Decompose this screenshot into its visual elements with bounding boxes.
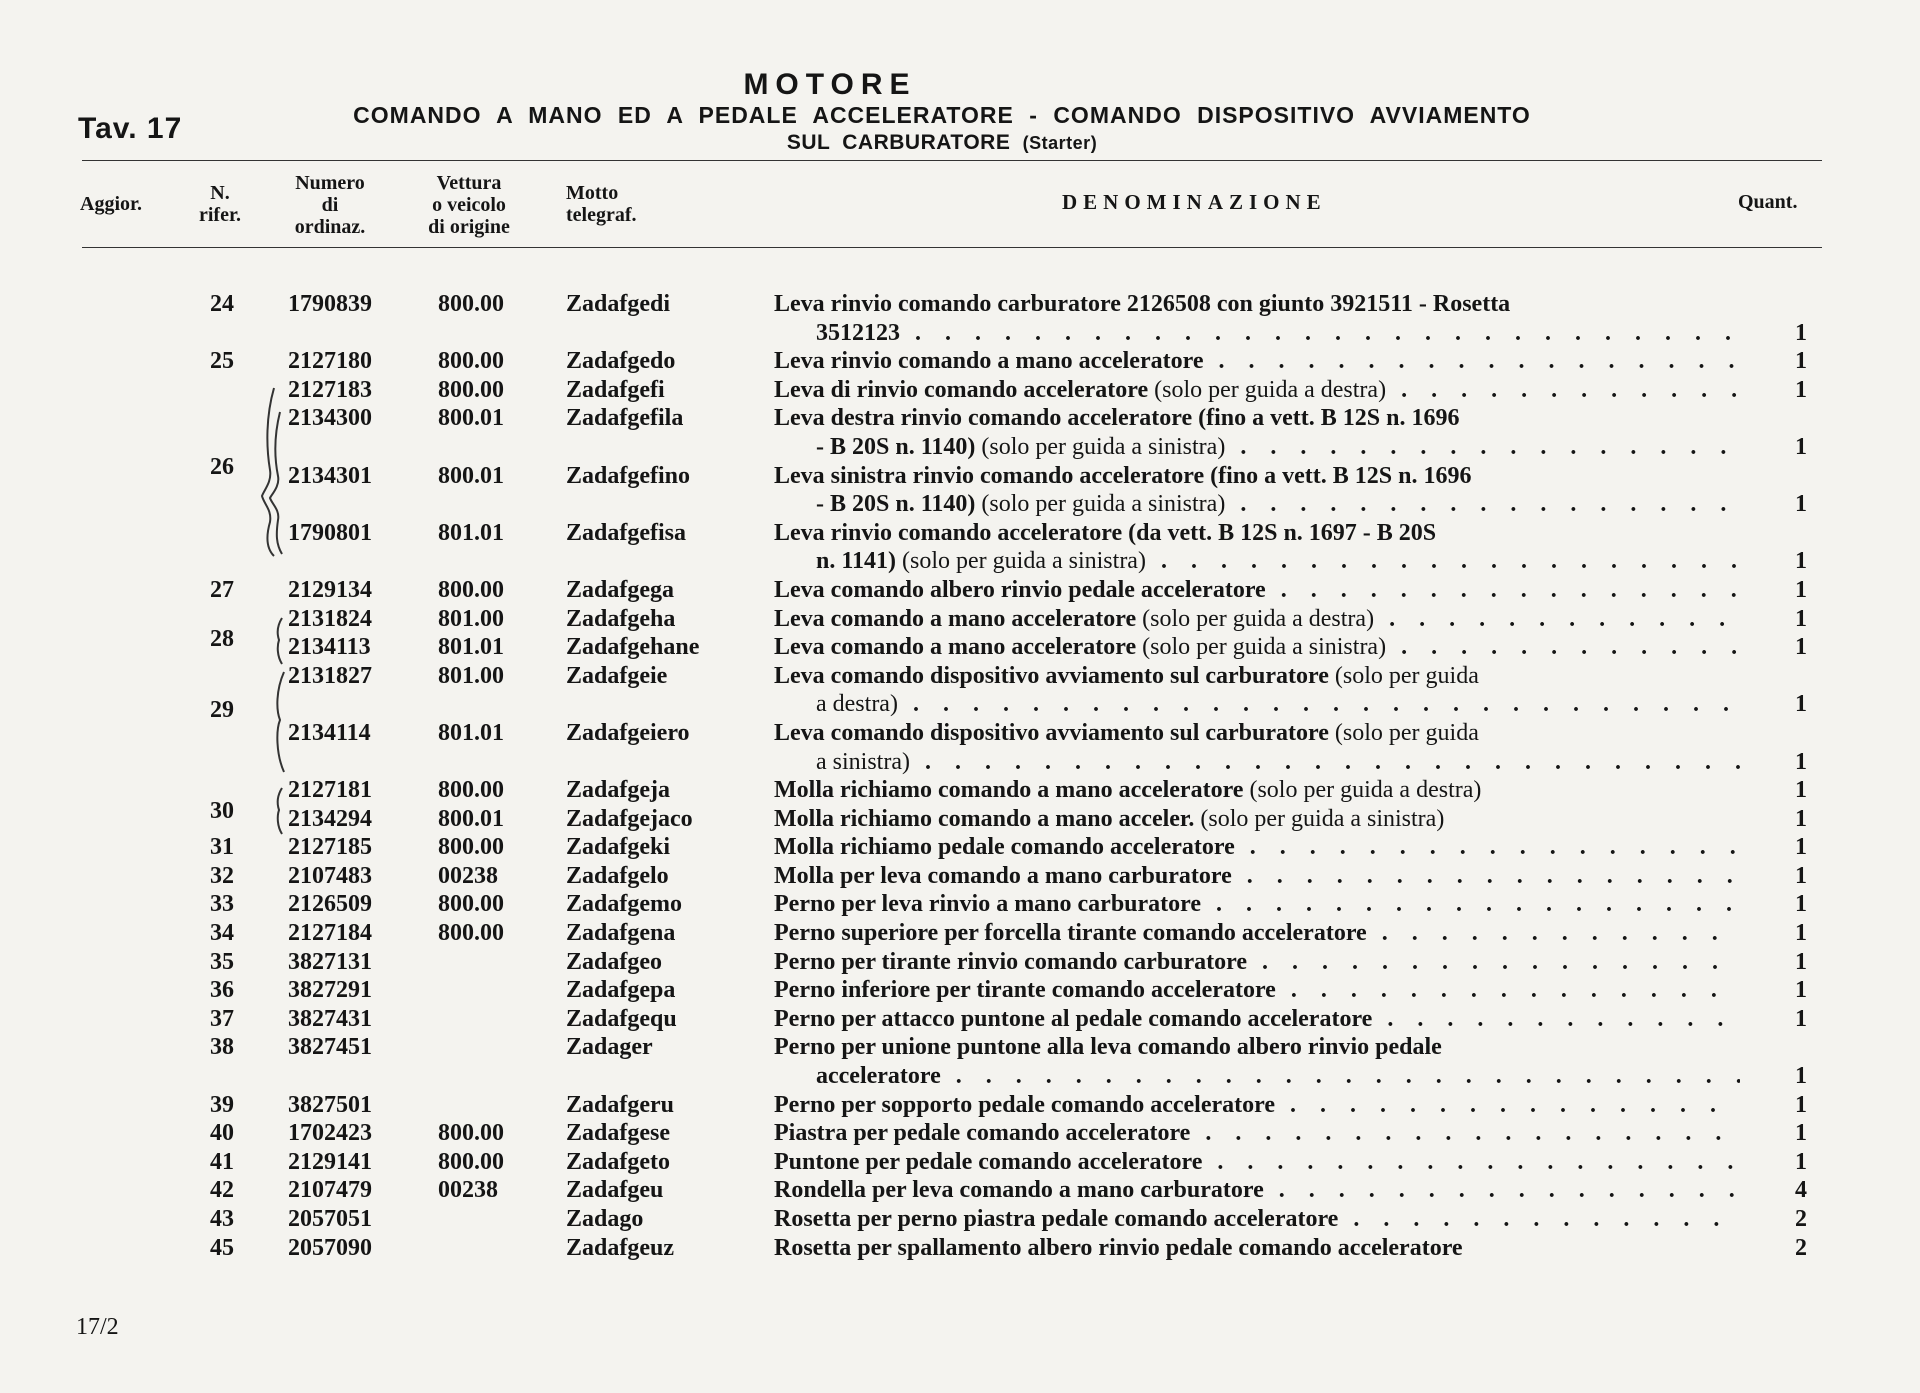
description-text: Rosetta per perno piastra pedale comando acceleratore <box>774 1206 1339 1232</box>
description-text: Molla richiamo pedale comando acceleratore <box>774 834 1235 861</box>
table-row <box>0 1148 1920 1177</box>
quantity: 1 <box>1795 748 1807 775</box>
vehicle-origin: 800.00 <box>438 1148 504 1175</box>
description <box>774 1234 1740 1263</box>
ref-number: 31 <box>210 834 234 861</box>
telegraph-code: Zadafgelo <box>566 862 669 889</box>
description-text: n. 1141) <box>816 548 897 575</box>
description-note: (solo per guida a sinistra) <box>1142 634 1387 661</box>
col-header-numero <box>270 172 390 238</box>
table-row <box>0 805 1920 834</box>
description-line <box>774 433 1740 462</box>
description-text: Perno per tirante rinvio comando carburatore <box>774 948 1248 975</box>
vehicle-origin: 801.00 <box>438 605 504 632</box>
description <box>774 976 1740 1005</box>
description <box>774 919 1740 948</box>
telegraph-code: Zadafgefi <box>566 376 665 403</box>
ref-number: 43 <box>210 1206 234 1232</box>
telegraph-code: Zadafgeuz <box>566 1234 674 1261</box>
telegraph-code: Zadafgeru <box>566 1091 674 1118</box>
description-line: Leva rinvio comando carburatore 2126508 con giunto 3921511 - Rosetta <box>774 291 1511 317</box>
description-line <box>774 1234 1740 1263</box>
order-number: 3827431 <box>288 1005 372 1032</box>
telegraph-code: Zadafgejaco <box>566 805 693 832</box>
vehicle-origin: 800.00 <box>438 920 504 947</box>
description-line <box>774 547 1740 576</box>
table-row <box>0 519 1920 576</box>
description-line <box>774 576 1740 605</box>
ref-number: 33 <box>210 891 234 918</box>
table-number: Tav. 17 <box>78 112 183 145</box>
order-number: 2107479 <box>288 1177 372 1204</box>
col-header-denominazione: DENOMINAZIONE <box>1062 190 1327 214</box>
description-line: Perno per unione puntone alla leva comando albero rinvio pedale <box>774 1034 1442 1061</box>
description-text: - B 20S n. 1140) <box>816 433 976 460</box>
telegraph-code: Zadafgefino <box>566 462 691 489</box>
quantity: 2 <box>1795 1206 1807 1232</box>
telegraph-code: Zadafgena <box>566 920 676 947</box>
table-row <box>0 776 1920 805</box>
description <box>774 519 1740 576</box>
description-line <box>774 890 1740 919</box>
vehicle-origin: 801.01 <box>438 519 504 546</box>
ref-number: 25 <box>210 348 234 375</box>
description-line <box>774 319 1740 348</box>
order-number: 2129134 <box>288 576 372 603</box>
col-header-vettura <box>404 172 534 238</box>
description-line <box>774 490 1740 519</box>
description <box>774 890 1740 919</box>
description-line <box>774 948 1740 977</box>
description <box>774 1119 1740 1148</box>
order-number: 3827291 <box>288 977 372 1004</box>
vehicle-origin: 800.01 <box>438 405 504 432</box>
description-text: Piastra per pedale comando acceleratore <box>774 1120 1191 1147</box>
description-line <box>774 690 1740 719</box>
quantity: 1 <box>1795 948 1807 975</box>
table-row <box>0 862 1920 891</box>
table-row <box>0 376 1920 405</box>
description <box>774 462 1740 519</box>
telegraph-code: Zadafgemo <box>566 891 682 918</box>
description-text: Molla richiamo comando a mano acceleratore <box>774 777 1244 804</box>
table-row <box>0 576 1920 605</box>
vehicle-origin: 801.00 <box>438 662 504 689</box>
col-header-quant: Quant. <box>1738 191 1798 213</box>
table-row <box>0 948 1920 977</box>
description-line <box>774 1005 1740 1034</box>
vehicle-origin: 800.00 <box>438 777 504 804</box>
description <box>774 1091 1740 1120</box>
quantity: 1 <box>1795 548 1807 575</box>
order-number: 2127184 <box>288 920 372 947</box>
quantity: 1 <box>1795 1148 1807 1175</box>
vehicle-origin: 801.01 <box>438 634 504 661</box>
order-number: 2107483 <box>288 862 372 889</box>
quantity: 1 <box>1795 1120 1807 1147</box>
description-line <box>774 1119 1740 1148</box>
col-header-nrif-line1: N. <box>210 182 230 204</box>
description-line <box>774 833 1740 862</box>
table-row <box>0 347 1920 376</box>
ref-number: 27 <box>210 576 234 603</box>
description <box>774 605 1740 634</box>
description-line <box>774 1176 1740 1205</box>
quantity: 1 <box>1795 834 1807 861</box>
quantity: 1 <box>1795 691 1807 718</box>
order-number: 2134301 <box>288 462 372 489</box>
ref-number: 32 <box>210 862 234 889</box>
description <box>774 1033 1740 1090</box>
description-line <box>774 719 1740 748</box>
order-number: 1790839 <box>288 291 372 317</box>
table-row <box>0 890 1920 919</box>
telegraph-code: Zadafgega <box>566 576 674 603</box>
telegraph-code: Zadafgeki <box>566 834 671 861</box>
col-header-numero-line3: ordinaz. <box>294 216 366 238</box>
vehicle-origin: 801.01 <box>438 719 504 746</box>
description <box>774 719 1740 776</box>
description-line <box>774 1148 1740 1177</box>
order-number: 2057090 <box>288 1234 372 1261</box>
table-row <box>0 462 1920 519</box>
description-line <box>774 376 1740 405</box>
parts-table <box>0 290 1920 1262</box>
order-number: 1702423 <box>288 1120 372 1147</box>
description-note: (solo per guida a destra) <box>1154 376 1387 403</box>
col-header-vettura-line1: Vettura <box>436 172 502 194</box>
table-row <box>0 833 1920 862</box>
ref-number: 35 <box>210 948 234 975</box>
quantity: 1 <box>1795 1091 1807 1118</box>
description <box>774 633 1740 662</box>
ref-number: 34 <box>210 920 234 947</box>
description-line <box>774 633 1740 662</box>
order-number: 1790801 <box>288 519 372 546</box>
description-text: Leva rinvio comando a mano acceleratore <box>774 348 1204 375</box>
col-header-motto <box>566 182 637 226</box>
order-number: 2127180 <box>288 348 372 375</box>
vehicle-origin: 800.00 <box>438 891 504 918</box>
telegraph-code: Zadafgefisa <box>566 519 686 546</box>
description <box>774 662 1740 719</box>
col-header-vettura-line3: di origine <box>428 216 510 238</box>
description <box>774 1148 1740 1177</box>
ref-number: 40 <box>210 1120 234 1147</box>
ref-number: 36 <box>210 977 234 1004</box>
description-text: a destra) <box>816 691 898 718</box>
vehicle-origin: 00238 <box>438 1177 498 1204</box>
description-note: (solo per guida a sinistra) <box>902 548 1146 575</box>
quantity: 1 <box>1795 576 1807 603</box>
vehicle-origin: 800.00 <box>438 576 504 603</box>
order-number: 2134113 <box>288 634 371 661</box>
order-number: 3827131 <box>288 948 372 975</box>
order-number: 2131824 <box>288 605 372 632</box>
quantity: 1 <box>1795 977 1807 1004</box>
table-row <box>0 633 1920 662</box>
quantity: 1 <box>1795 433 1807 460</box>
quantity: 1 <box>1795 891 1807 918</box>
quantity: 1 <box>1795 634 1807 661</box>
description-text: Rondella per leva comando a mano carburatore <box>774 1177 1264 1204</box>
description-text: Leva di rinvio comando acceleratore <box>774 376 1149 403</box>
description-line: Leva destra rinvio comando acceleratore (fino a vett. B 12S n. 1696 <box>774 405 1460 432</box>
description-text: Leva comando albero rinvio pedale acceleratore <box>774 576 1266 603</box>
table-row <box>0 1033 1920 1090</box>
description-line: Leva sinistra rinvio comando acceleratore (fino a vett. B 12S n. 1696 <box>774 462 1472 489</box>
quantity: 2 <box>1795 1234 1807 1261</box>
ref-number: 24 <box>210 291 234 317</box>
vehicle-origin: 800.00 <box>438 291 504 317</box>
group-ref-29: 29 <box>210 697 234 723</box>
table-row <box>0 662 1920 719</box>
order-number: 2131827 <box>288 662 372 689</box>
order-number: 3827501 <box>288 1091 372 1118</box>
description-line <box>774 1091 1740 1120</box>
description-text: Perno superiore per forcella tirante comando acceleratore <box>774 920 1367 947</box>
quantity: 1 <box>1795 862 1807 889</box>
quantity: 1 <box>1795 348 1807 375</box>
telegraph-code: Zadafgeo <box>566 948 662 975</box>
col-header-numero-line2: di <box>321 194 339 216</box>
vehicle-origin: 800.00 <box>438 348 504 375</box>
col-header-nrif <box>185 182 255 226</box>
table-row <box>0 290 1920 347</box>
telegraph-code: Zadager <box>566 1034 653 1061</box>
description-note: (solo per guida a destra) <box>1142 605 1375 632</box>
description-text: Perno per leva rinvio a mano carburatore <box>774 891 1202 918</box>
telegraph-code: Zadafgeie <box>566 662 668 689</box>
description-text: - B 20S n. 1140) <box>816 491 976 518</box>
col-header-nrif-line2: rifer. <box>198 204 241 226</box>
description <box>774 376 1740 405</box>
table-row <box>0 719 1920 776</box>
telegraph-code: Zadafgequ <box>566 1005 677 1032</box>
page-subtitle-line1: COMANDO A MANO ED A PEDALE ACCELERATORE - COMANDO DISPOSITIVO AVVIAMENTO <box>353 102 1531 128</box>
description-line <box>774 805 1740 834</box>
description-line: Leva rinvio comando acceleratore (da vett. B 12S n. 1697 - B 20S <box>774 519 1437 546</box>
subtitle-text: SUL CARBURATORE <box>786 131 1011 154</box>
description-note: (solo per guida a sinistra) <box>981 433 1226 460</box>
description-text: Leva comando a mano acceleratore <box>774 605 1137 632</box>
telegraph-code: Zadafgeto <box>566 1148 670 1175</box>
description <box>774 347 1740 376</box>
description <box>774 862 1740 891</box>
quantity: 1 <box>1795 376 1807 403</box>
quantity: 1 <box>1795 319 1807 346</box>
ref-number: 39 <box>210 1091 234 1118</box>
telegraph-code: Zadafgeja <box>566 777 670 804</box>
telegraph-code: Zadafgeu <box>566 1177 664 1204</box>
order-number: 2129141 <box>288 1148 372 1175</box>
description-line <box>774 976 1740 1005</box>
telegraph-code: Zadago <box>566 1206 644 1232</box>
quantity: 1 <box>1795 605 1807 632</box>
description <box>774 404 1740 461</box>
ref-number: 37 <box>210 1005 234 1032</box>
order-number: 2134300 <box>288 405 372 432</box>
description <box>774 1205 1740 1234</box>
quantity: 1 <box>1795 1063 1807 1090</box>
telegraph-code: Zadafgese <box>566 1120 670 1147</box>
telegraph-code: Zadafgefila <box>566 405 684 432</box>
description <box>774 833 1740 862</box>
description <box>774 776 1740 805</box>
description <box>774 805 1740 834</box>
order-number: 2127185 <box>288 834 372 861</box>
table-row <box>0 1176 1920 1205</box>
ref-number: 38 <box>210 1034 234 1061</box>
description-note: (solo per guida a destra) <box>1249 777 1482 804</box>
page-subtitle-line2 <box>0 131 1884 155</box>
description-line <box>774 776 1740 805</box>
page-number: 17/2 <box>76 1314 119 1340</box>
description-text: 3512123 <box>816 319 900 346</box>
description <box>774 1005 1740 1034</box>
quantity: 1 <box>1795 491 1807 518</box>
col-header-motto-line1: Motto <box>566 182 619 204</box>
group-ref-26: 26 <box>210 454 234 480</box>
vehicle-origin: 800.01 <box>438 805 504 832</box>
col-header-numero-line1: Numero <box>295 172 365 194</box>
description-text: Molla richiamo comando a mano acceler. <box>774 805 1195 832</box>
subtitle-note: (Starter) <box>1022 133 1098 153</box>
telegraph-code: Zadafgeiero <box>566 719 690 746</box>
description-note: (solo per guida <box>1334 662 1479 689</box>
description-text: Perno inferiore per tirante comando acceleratore <box>774 977 1276 1004</box>
vehicle-origin: 800.00 <box>438 1120 504 1147</box>
group-ref-28: 28 <box>210 626 234 652</box>
table-row <box>0 976 1920 1005</box>
description-line <box>774 919 1740 948</box>
vehicle-origin: 800.00 <box>438 834 504 861</box>
description-line <box>774 347 1740 376</box>
order-number: 2127183 <box>288 376 372 403</box>
table-row <box>0 1119 1920 1148</box>
table-row <box>0 605 1920 634</box>
vehicle-origin: 00238 <box>438 862 498 889</box>
table-row <box>0 1205 1920 1234</box>
table-row <box>0 1005 1920 1034</box>
quantity: 1 <box>1795 920 1807 947</box>
col-header-vettura-line2: o veicolo <box>432 194 506 216</box>
order-number: 3827451 <box>288 1034 372 1061</box>
quantity: 1 <box>1795 1005 1807 1032</box>
description-line <box>774 748 1740 777</box>
telegraph-code: Zadafgedo <box>566 348 676 375</box>
quantity: 1 <box>1795 805 1807 832</box>
description-text: Puntone per pedale comando acceleratore <box>774 1148 1203 1175</box>
description-text: a sinistra) <box>816 748 910 775</box>
description-line <box>774 1062 1740 1091</box>
group-ref-30: 30 <box>210 798 234 824</box>
telegraph-code: Zadafgepa <box>566 977 676 1004</box>
description-line <box>774 862 1740 891</box>
description-line <box>774 1205 1740 1234</box>
vehicle-origin: 800.00 <box>438 376 504 403</box>
description-note: (solo per guida a sinistra) <box>1200 805 1445 832</box>
description-line <box>774 605 1740 634</box>
quantity: 4 <box>1795 1177 1807 1204</box>
description-text: Molla per leva comando a mano carburatore <box>774 862 1232 889</box>
description <box>774 576 1740 605</box>
description <box>774 1176 1740 1205</box>
order-number: 2127181 <box>288 777 372 804</box>
description <box>774 948 1740 977</box>
description-text: Perno per sopporto pedale comando acceleratore <box>774 1091 1276 1118</box>
telegraph-code: Zadafgedi <box>566 291 671 317</box>
description-text: Leva comando a mano acceleratore <box>774 634 1137 661</box>
table-row <box>0 1091 1920 1120</box>
description-text: Rosetta per spallamento albero rinvio pedale comando acceleratore <box>774 1234 1463 1261</box>
ref-number: 42 <box>210 1177 234 1204</box>
description-text: Perno per attacco puntone al pedale comando acceleratore <box>774 1005 1373 1032</box>
description-text: Leva comando dispositivo avviamento sul carburatore <box>774 719 1329 746</box>
order-number: 2134114 <box>288 719 371 746</box>
order-number: 2126509 <box>288 891 372 918</box>
top-rule <box>82 160 1822 161</box>
telegraph-code: Zadafgeha <box>566 605 676 632</box>
quantity: 1 <box>1795 777 1807 804</box>
order-number: 2057051 <box>288 1206 372 1232</box>
header-rule <box>82 247 1822 248</box>
ref-number: 45 <box>210 1234 234 1261</box>
description <box>774 290 1740 347</box>
description-text: Leva comando dispositivo avviamento sul carburatore <box>774 662 1329 689</box>
col-header-motto-line2: telegraf. <box>566 204 637 226</box>
order-number: 2134294 <box>288 805 372 832</box>
description-text: acceleratore <box>816 1063 941 1090</box>
table-row <box>0 404 1920 461</box>
description-note: (solo per guida a sinistra) <box>981 491 1226 518</box>
telegraph-code: Zadafgehane <box>566 634 700 661</box>
vehicle-origin: 800.01 <box>438 462 504 489</box>
table-row <box>0 1234 1920 1263</box>
description-line <box>774 662 1740 691</box>
description-note: (solo per guida <box>1334 719 1479 746</box>
table-row <box>0 919 1920 948</box>
col-header-aggior: Aggior. <box>80 193 143 215</box>
page-title: MOTORE <box>743 68 917 101</box>
ref-number: 41 <box>210 1148 234 1175</box>
